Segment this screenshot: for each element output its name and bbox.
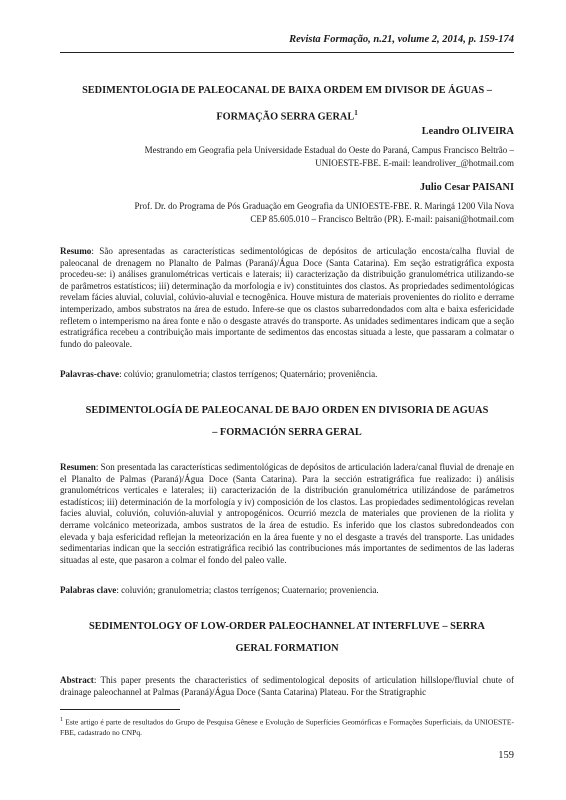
- abstract-en-text: : This paper presents the characteristics of sedimentological deposits of articulation hillslope/fluvial chute of drainage paleochannel at Palmas (Paraná)/Água Doce (Santa Catarina) Plateau. For the Stratigraphic: [60, 675, 514, 697]
- title-es-line2: – FORMACIÓN SERRA GERAL: [212, 427, 362, 438]
- keywords-pt-text: : colúvio; granulometria; clastos terrígenos; Quaternário; proveniência.: [119, 369, 378, 379]
- title-en-line2: GERAL FORMATION: [235, 643, 339, 654]
- footnote-text: Este artigo é parte de resultados do Grupo de Pesquisa Gênese e Evolução de Superfícies Geomórficas e Formações Superficiais, da UNIOESTE-FBE, cadastrado no CNPq.: [60, 717, 514, 737]
- affiliation-2-line1: Prof. Dr. do Programa de Pós Graduação em Geografia da UNIOESTE-FBE. R. Maringá 1200 Vila Nova: [134, 201, 514, 211]
- title-es: [60, 400, 514, 444]
- keywords-pt: [60, 369, 514, 381]
- author-name-2: Julio Cesar PAISANI: [419, 182, 514, 193]
- footnote: [60, 715, 514, 738]
- title-pt-line1: SEDIMENTOLOGIA DE PALEOCANAL DE BAIXA ORDEM EM DIVISOR DE ÁGUAS –: [82, 85, 492, 96]
- affiliation-1-line2: UNIOESTE-FBE. E-mail: leandroliver_@hotmail.com: [315, 157, 514, 168]
- title-pt: [60, 80, 514, 128]
- abstract-es-text: : Son presentada las características sedimentológicas de depósitos de articulación ladera/canal fluvial de drenaje en el Planalto de Palmas (Paraná)/Água Doce (Santa Catarina). Para la sección estratigráfica fue realizado: i) análisis granulométricos verticales e laterales; ii) caracterización de la distribución granulométrica utilizándose de parámetros estadísticos; iii) determinación de la morfología y iv) composición de los clastos. Las propiedades sedimentológicas revelan facies aluvial, coluvión, coluvión-aluvial y antropogénicos. Ocurrió mezcla de materiales que provienen de la riolita y derrame volcánico meteorizada, ambos sustratos de la área de estudio. Es inferido que los clastos subredondeados con elevada y baja esfericidad reflejan la meteorización en la área fuente y no el desgaste a través del transporte. Las unidades sedimentarias indican que la sección estratigráfica recibió las contribuciones más importantes de sedimentos de las laderas situadas al este, que pasaron a colmar el fondo del paleo valle.: [60, 462, 515, 565]
- title-en-line1: SEDIMENTOLOGY OF LOW-ORDER PALEOCHANNEL AT INTERFLUVE – SERRA: [88, 621, 485, 632]
- keywords-pt-label: Palavras-chave: [60, 369, 120, 379]
- abstract-pt-label: Resumo: [60, 246, 92, 256]
- title-es-line1: SEDIMENTOLOGÍA DE PALEOCANAL DE BAJO ORDEN EN DIVISORIA DE AGUAS: [85, 405, 489, 416]
- title-en: [60, 616, 514, 660]
- abstract-pt: [60, 246, 514, 350]
- abstract-en: [60, 675, 514, 698]
- abstract-pt-text: : São apresentadas as características sedimentológicas de depósitos de articulação encosta/calha fluvial de paleocanal de drenagem no Planalto de Palmas (Paraná)/Água Doce (Santa Catarina). Em seção estratigráfica exposta procedeu-se: i) análises granulométricas verticais e laterais; ii) caracterização da distribuição granulométrica utilizando-se de parâmetros estatísticos; iii) determinação da morfologia e iv) constituintes dos clastos. As propriedades sedimentológicas revelam fácies aluvial, coluvial, colúvio-aluvial e tecnogênica. Houve mistura de materiais provenientes do riolito e derrame intemperizado, ambos substratos na área de estudo. Infere-se que os clastos subarredondados com alta e baixa esfericidade refletem o intemperismo na área fonte e não o desgaste através do transporte. As unidades sedimentares indicam que a seção estratigráfica recebeu a contribuição mais importante de sedimentos das encostas situada a leste, que passaram a colmatar o fundo do paleovale.: [60, 246, 514, 349]
- title-pt-line2-text: FORMAÇÃO SERRA GERAL: [216, 111, 355, 123]
- page-number: 159: [498, 750, 514, 761]
- footnote-marker[interactable]: 1: [354, 109, 358, 117]
- keywords-es-label: Palabras clave: [60, 585, 117, 595]
- affiliation-2-line2: CEP 85.605.010 – Francisco Beltrão (PR). E-mail: paisani@hotmail.com: [250, 213, 514, 224]
- abstract-es-label: Resumen: [60, 462, 96, 472]
- footnote-rule: [60, 709, 180, 710]
- journal-reference: Revista Formação, n.21, volume 2, 2014, p. 159-174: [289, 34, 514, 45]
- keywords-es-text: : coluvión; granulometria; clastos terrígenos; Cuaternario; proveniencia.: [116, 585, 379, 595]
- abstract-es: [60, 462, 514, 566]
- author-name-1: Leandro OLIVEIRA: [421, 126, 514, 137]
- affiliation-1-line1: Mestrando em Geografia pela Universidade Estadual do Oeste do Paraná, Campus Francisco Beltrão –: [144, 145, 514, 155]
- abstract-en-label: Abstract: [60, 675, 94, 685]
- footnote-number: 1: [60, 717, 63, 723]
- header-rule: [60, 52, 514, 53]
- author-affiliation-2: [60, 200, 514, 225]
- keywords-es: [60, 585, 514, 597]
- author-affiliation-1: [60, 144, 514, 169]
- title-pt-line2: [60, 102, 514, 128]
